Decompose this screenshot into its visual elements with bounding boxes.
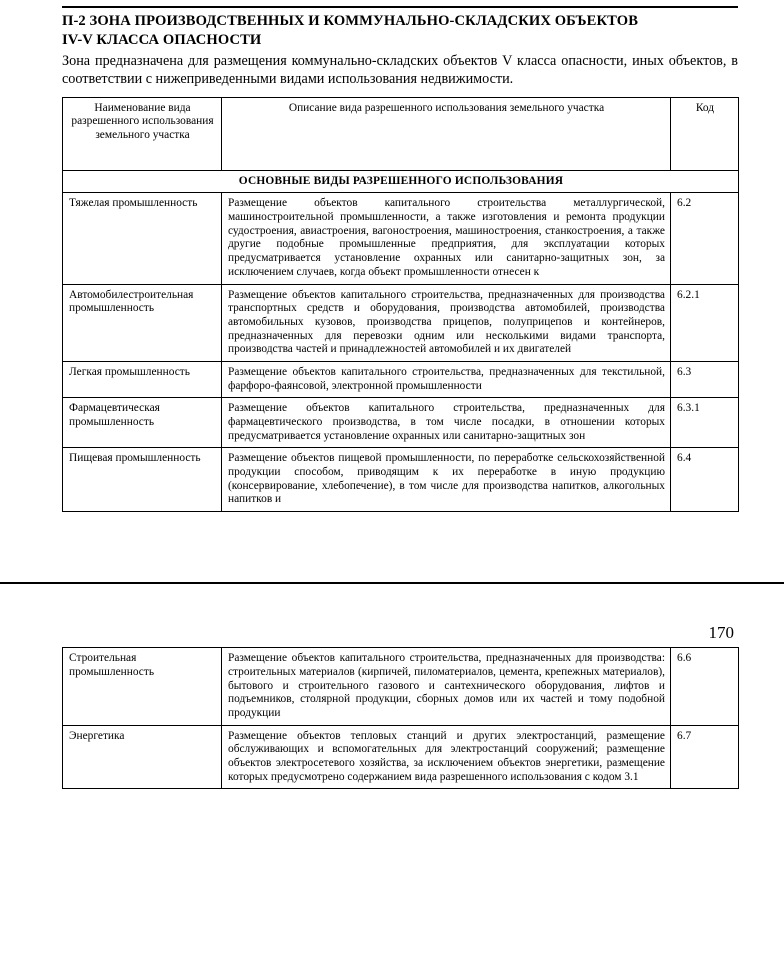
row-description: Размещение объектов капитального строительства металлургической, машиностроительной промышленности, а также изготовления и ремонта продукции судостроения, авиастроения, вагоностроения, машиностроения, станкостроения, а также другие подобные промышленные предприятия, для эксплуатации которых предусматривается установление охранных или санитарно-защитных зон, за исключением случаев, когда объект промышленности отнесен к [222, 193, 671, 284]
section-title: ОСНОВНЫЕ ВИДЫ РАЗРЕШЕННОГО ИСПОЛЬЗОВАНИЯ [63, 170, 739, 193]
row-description-part-2: размещение объектов электросетевого хозяйства, за исключением объектов энергетики, размещение которых предусмотрено содержанием вида разрешенного использования с кодом 3.1 [228, 743, 665, 783]
column-header-name: Наименование вида разрешенного использования земельного участка [63, 97, 222, 170]
row-code: 6.2 [671, 193, 739, 284]
row-code [671, 448, 739, 512]
row-name: Фармацевтическая промышленность [63, 398, 222, 448]
table-row [63, 648, 739, 725]
row-code: 6.3 [671, 361, 739, 397]
row-description [222, 448, 671, 512]
row-code [671, 725, 739, 789]
table-row [63, 448, 739, 512]
row-name [63, 725, 222, 789]
row-name: Легкая промышленность [63, 361, 222, 397]
table-row [63, 725, 739, 789]
row-description: Размещение объектов капитального строительства, предназначенных для фармацевтического производства, в том числе посадки, в отношении которых предусматривается установление охранных или санитарно-защитных зон [222, 398, 671, 448]
intro-paragraph: Зона предназначена для размещения коммунально-складских объектов V класса опасности, иных объектов, в соответствии с нижеприведенными видами использования недвижимости. [62, 53, 738, 88]
row-description-part-1: Размещение объектов тепловых станций и других электростанций, размещение обслуживающих и вспомогательных для электростанций сооружений; [228, 729, 665, 756]
top-rule [62, 6, 738, 8]
table-section-row [63, 170, 739, 193]
row-description-text: Размещение объектов пищевой промышленности, по переработке сельскохозяйственной продукции способом, приводящим к их переработке в иную продукцию (консервирование, хлебопечение), в том числе для производства напитков, алкогольных напитков и [228, 452, 665, 506]
row-code: 6.6 [671, 648, 739, 725]
row-name-text: Энергетика [69, 729, 125, 742]
page-break-gap [0, 512, 784, 582]
row-name: Строительная промышленность [63, 648, 222, 725]
row-name: Автомобилестроительная промышленность [63, 284, 222, 361]
column-header-description: Описание вида разрешенного использования земельного участка [222, 97, 671, 170]
table-row [63, 193, 739, 284]
table-header-row [63, 97, 739, 170]
table-row [63, 284, 739, 361]
page-number: 170 [708, 623, 734, 643]
permitted-use-table-continued [62, 647, 739, 789]
row-description: Размещение объектов капитального строительства, предназначенных для производства: строительных материалов (кирпичей, пиломатериалов, цемента, крепежных материалов), бытового и строительного газового и сантехнического оборудования, лифтов и подъемников, столярной продукции, сборных домов или их частей и тому подобной продукции [222, 648, 671, 725]
row-name [63, 448, 222, 512]
row-code: 6.3.1 [671, 398, 739, 448]
document-page-2 [0, 584, 784, 789]
row-code-text: 6.4 [677, 452, 692, 465]
table-row [63, 398, 739, 448]
column-header-code: Код [671, 97, 739, 170]
row-description: Размещение объектов капитального строительства, предназначенных для производства транспортных средств и оборудования, производства автомобилей, производства автомобильных кузовов, производства прицепов, полуприцепов и контейнеров, предназначенных для перевозки одним или несколькими видами транспорта, производства частей и принадлежностей автомобилей и их двигателей [222, 284, 671, 361]
table-row [63, 361, 739, 397]
page-title-line1: П-2 ЗОНА ПРОИЗВОДСТВЕННЫХ И КОММУНАЛЬНО-СКЛАДСКИХ ОБЪЕКТОВ [62, 13, 639, 29]
permitted-use-table [62, 97, 739, 512]
row-code: 6.2.1 [671, 284, 739, 361]
row-description [222, 725, 671, 789]
row-description: Размещение объектов капитального строительства, предназначенных для текстильной, фарфоро-фаянсовой, электронной промышленности [222, 361, 671, 397]
row-description-text [228, 730, 665, 785]
row-name-text: Пищевая промышленность [69, 452, 201, 465]
row-code-text: 6.7 [677, 729, 692, 742]
page-title-line2: IV-V КЛАССА ОПАСНОСТИ [62, 31, 262, 48]
page-title [62, 12, 738, 49]
row-name: Тяжелая промышленность [63, 193, 222, 284]
